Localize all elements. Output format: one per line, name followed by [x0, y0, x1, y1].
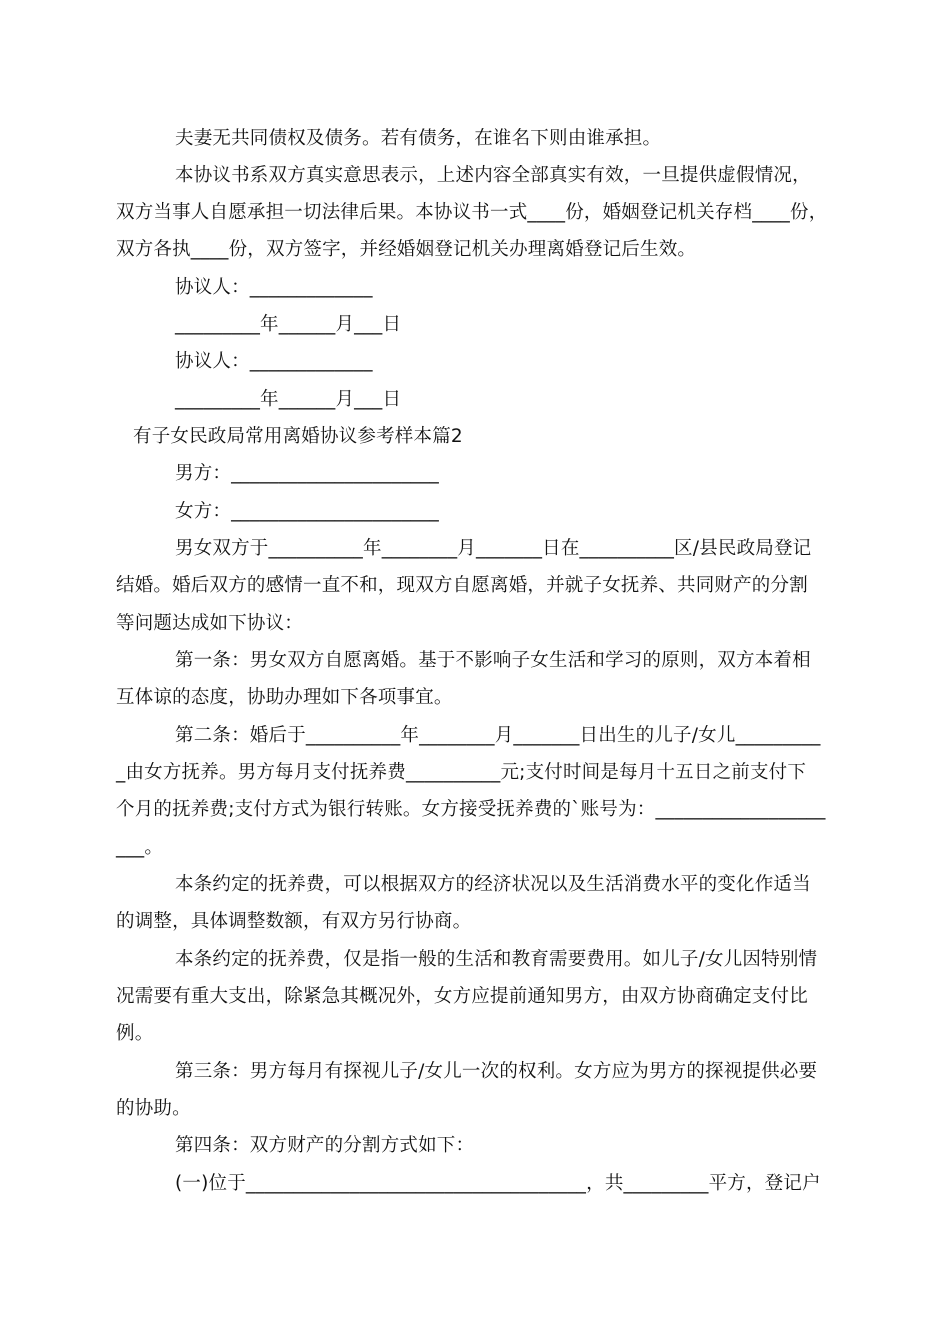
date-line: _________年______月___日: [175, 314, 402, 335]
female-party-label: 女方：______________________: [175, 501, 440, 522]
male-party-label: 男方：______________________: [175, 463, 440, 484]
clause-3: 第三条：男方每月有探视儿子/女儿一次的权利。女方应为男方的探视提供必要: [175, 1061, 818, 1082]
clause-4: 第四条：双方财产的分割方式如下：: [175, 1135, 475, 1156]
text-line: 例。: [116, 1023, 154, 1044]
text-line: (一)位于____________________________________，共_________平方，登记户: [175, 1173, 821, 1194]
date-line: _________年______月___日: [175, 389, 402, 410]
text-line: 双方各执____份，双方签字，并经婚姻登记机关办理离婚登记后生效。: [116, 239, 697, 260]
text-line: 夫妻无共同债权及债务。若有债务，在谁名下则由谁承担。: [175, 128, 662, 149]
text-line: 个月的抚养费;支付方式为银行转账。女方接受抚养费的`账号为：__________________: [116, 799, 826, 820]
clause-1: 第一条：男女双方自愿离婚。基于不影响子女生活和学习的原则，双方本着相: [175, 650, 811, 671]
text-line: 的调整，具体调整数额，有双方另行协商。: [116, 911, 472, 932]
text-line: 结婚。婚后双方的感情一直不和，现双方自愿离婚，并就子女抚养、共同财产的分割: [116, 575, 808, 596]
text-line: 本条约定的抚养费，可以根据双方的经济状况以及生活消费水平的变化作适当: [175, 874, 811, 895]
text-line: ___。: [116, 837, 164, 858]
text-line: 互体谅的态度，协助办理如下各项事宜。: [116, 687, 453, 708]
text-line: 本协议书系双方真实意思表示，上述内容全部真实有效，一旦提供虚假情况，: [175, 165, 811, 186]
clause-2: 第二条：婚后于__________年________月_______日出生的儿子/女儿_________: [175, 725, 821, 746]
text-line: 等问题达成如下协议：: [116, 613, 304, 634]
signature-label: 协议人：_____________: [175, 277, 373, 298]
text-line: _由女方抚养。男方每月支付抚养费__________元;支付时间是每月十五日之前支付下: [116, 762, 807, 783]
text-line: 双方当事人自愿承担一切法律后果。本协议书一式____份，婚姻登记机关存档____份，: [116, 202, 828, 223]
text-line: 本条约定的抚养费，仅是指一般的生活和教育需要费用。如儿子/女儿因特别情: [175, 949, 818, 970]
signature-label: 协议人：_____________: [175, 351, 373, 372]
text-line: 的协助。: [116, 1098, 191, 1119]
text-line: 男女双方于__________年________月_______日在__________区/县民政局登记: [175, 538, 812, 559]
text-line: 况需要有重大支出，除紧急其概况外，女方应提前通知男方，由双方协商确定支付比: [116, 986, 808, 1007]
section-title: 有子女民政局常用离婚协议参考样本篇2: [133, 426, 463, 447]
